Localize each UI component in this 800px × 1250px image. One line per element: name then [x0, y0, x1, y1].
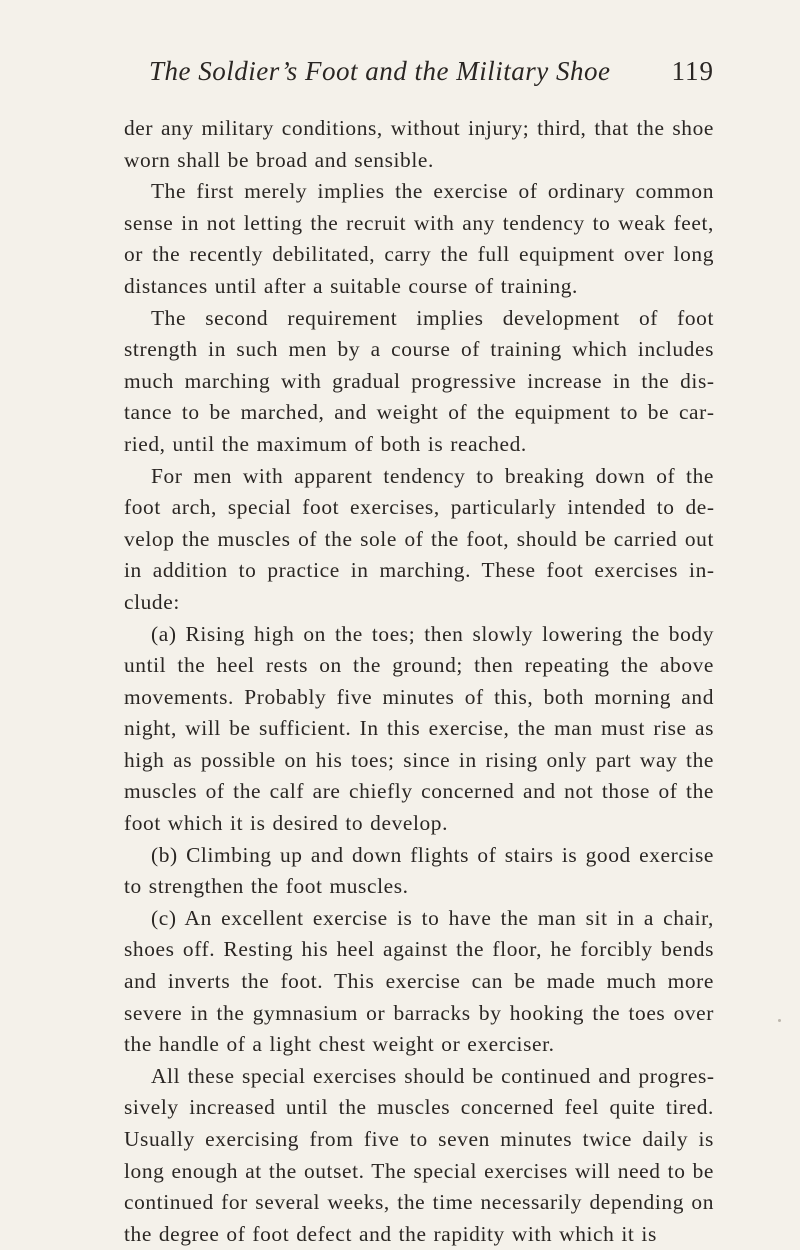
paragraph-continuation: der any military conditions, without injury; third, that the shoe worn shall be broad and sensible. — [124, 116, 714, 172]
paragraph-exercise-c: (c) An excellent exercise is to have the man sit in a chair, shoes off. Resting his heel against the floor, he forcibly bends and inverts the foot. This exercise can be made much more severe in the gymnasium or barracks by hooking the toes over the handle of a light chest weight or exerciser. — [124, 905, 714, 1057]
margin-speck — [778, 1019, 781, 1022]
page-number: 119 — [671, 56, 714, 86]
paragraph-continuation-advice: All these special exercises should be continued and progressively increased until the muscles concerned feel quite tired. Usually exercising from five to seven minutes twice daily is long enough at the outset. The special exercises will need to be continued for several weeks, the time necessarily depending on the degree of foot defect and the rapidity with which it is — [124, 1063, 714, 1246]
paragraph-exercise-a: (a) Rising high on the toes; then slowly lowering the body until the heel rests on the ground; then repeating the above movements. Probably five minutes of this, both morning and night, will be sufficient. In this exercise, the man must rise as high as possible on his toes; since in rising only part way the muscles of the calf are chiefly concerned and not those of the foot which it is desired to develop. — [124, 621, 714, 836]
paragraph-foot-exercises-intro: For men with apparent tendency to breaking down of the foot arch, special foot exercises, particularly intended to develop the muscles of the sole of the foot, should be carried out in addition to practice in marching. These foot exercises include: — [124, 463, 714, 614]
paragraph-first-requirement: The first merely implies the exercise of ordinary common sense in not letting the recruit with any tendency to weak feet, or the recently debilitated, carry the full equipment over long distances until after a suitable course of training. — [124, 179, 714, 298]
running-header — [124, 56, 714, 92]
running-title: The Soldier’s Foot and the Military Shoe — [149, 56, 611, 86]
paragraph-exercise-b: (b) Climbing up and down flights of stairs is good exercise to strengthen the foot muscles. — [124, 842, 714, 899]
paragraph-second-requirement: The second requirement implies development of foot strength in such men by a course of training which includes much marching with gradual progressive increase in the distance to be marched, and weight of the equipment to be carried, until the maximum of both is reached. — [124, 305, 714, 456]
body-text — [124, 113, 714, 1250]
